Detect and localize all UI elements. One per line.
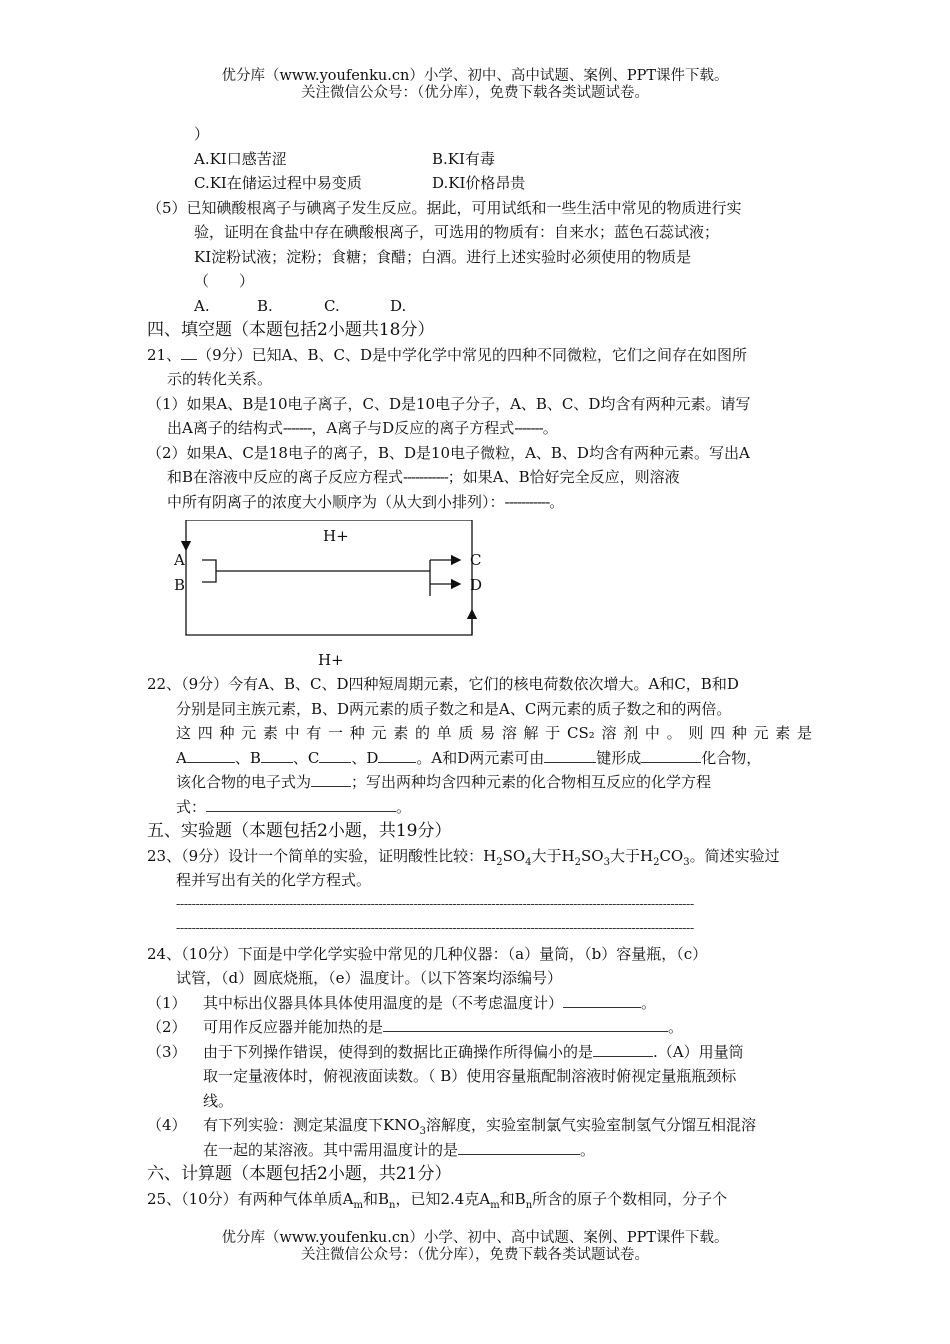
q23-sub-4: 3 [603, 856, 610, 868]
q23-text-g: 。简述实验过 [689, 846, 780, 865]
q25-text-e: 所含的原子个数相同，分子个 [532, 1189, 728, 1208]
q25-text-d: 和B [499, 1189, 526, 1208]
q24-item4-blank [458, 1142, 580, 1155]
q21-line1 [147, 343, 812, 368]
q21-score-blank [181, 347, 197, 360]
diagram-label-a: A [174, 551, 185, 569]
q21-line2: 示的转化关系。 [167, 370, 273, 388]
q22-d: 、D [351, 748, 379, 767]
diagram-label-c: C [470, 551, 482, 569]
q21-number: 21、 [147, 345, 182, 364]
q21-text: （9分）已知A、B、C、D是中学化学中常见的四种不同微粒，它们之间存在如图所 [197, 345, 747, 364]
q24-item1 [147, 991, 812, 1016]
q23-text-c: 大于H [531, 846, 575, 865]
q21-p1-answer-blank-1: ------- [282, 419, 312, 437]
q21-p1-text-c: 。 [542, 419, 558, 437]
q22-blank-compound [641, 750, 701, 763]
q20-part5-line1: （5）已知碘酸根离子与碘离子发生反应。据此，可用试纸和一些生活中常见的物质进行实 [147, 198, 742, 217]
q24-item3-line2: 取一定量液体时，俯视液面读数。（ B）使用容量瓶配制溶液时俯视定量瓶瓶颈标 [203, 1067, 737, 1085]
q20-option-a: A.KI口感苦涩 [194, 149, 287, 168]
conversion-diagram [160, 520, 500, 680]
q22-g: 化合物， [701, 748, 762, 767]
q24-item3-blank [593, 1044, 653, 1057]
q24-item4-line2 [147, 1138, 812, 1163]
q25-sub-n1: n [389, 1199, 396, 1211]
q20-options-row2 [147, 171, 812, 196]
choice-b: B. [257, 296, 273, 315]
section-6-title: 六、计算题（本题包括2小题，共21分） [147, 1164, 452, 1184]
q25-text-c: ，已知2.4克A [395, 1189, 491, 1208]
q24-line1: 24、（10分）下面是中学化学实验中常见的几种仪器：（a）量筒，（b）容量瓶，（c） [147, 944, 708, 963]
q22-line2: 分别是同主族元素，B、D两元素的质子数之和是A、C两元素的质子数之和的两倍。 [176, 699, 732, 718]
q22-line1: 22、（9分）今有A、B、C、D四种短周期元素，它们的核电荷数依次增大。A和C，B和D [147, 675, 739, 693]
q25-sub-m1: m [353, 1199, 363, 1211]
q20-part5-line4: （ ） [194, 272, 255, 290]
q24-item3-text1b: .（A）用量筒 [653, 1042, 744, 1061]
q24-item2-text: 可用作反应器并能加热的是 [203, 1018, 384, 1036]
q23-line1 [147, 844, 812, 869]
q22-blank-c [319, 750, 351, 763]
q22-blank-a [187, 750, 235, 763]
q22-b: 、B [234, 748, 261, 767]
q24-item1-num: （1） [147, 993, 187, 1012]
q24-item1-end: 。 [641, 993, 657, 1012]
q22-f: 键形成 [596, 748, 642, 767]
q21-p1-text-b: ，A离子与D反应的离子方程式 [311, 419, 515, 437]
header-line-2: 关注微信公众号：（优分库），免费下载各类试题试卷。 [301, 85, 649, 101]
q23-sub-6: 3 [683, 856, 690, 868]
footer-line-2: 关注微信公众号：（优分库），免费下载各类试题试卷。 [301, 1247, 649, 1263]
q24-item1-text: 其中标出仪器具体具体使用温度的是（不考虑温度计） [203, 993, 564, 1012]
q24-item3-line1 [147, 1040, 812, 1065]
q24-item3-line3: 线。 [203, 1091, 234, 1110]
q24-item4-text1a: 有下列实验：测定某温度下KNO [203, 1116, 420, 1134]
q21-part2-line3 [147, 490, 812, 515]
q21-p1-answer-blank-2: ------- [514, 419, 543, 437]
q21-p2-text-d: 。 [549, 492, 565, 511]
q23-text-b: SO [502, 846, 526, 865]
q24-item1-blank [563, 995, 641, 1008]
q23-text-e: 大于H [609, 846, 654, 865]
q24-line2: 试管，（d）圆底烧瓶，（e）温度计。（以下答案均添编号） [176, 969, 562, 987]
q25-sub-n2: n [525, 1199, 533, 1211]
q23-sub-1: 2 [496, 856, 503, 868]
q23-answer-line-1: ------------------------------------------------------------------------------------------------------------------------------------- [176, 896, 694, 912]
page-footer [0, 1230, 950, 1264]
q23-sub-3: 2 [574, 856, 582, 868]
q22-blank-equation [206, 799, 396, 812]
q22-text-6b: 。 [396, 797, 412, 816]
page-header [0, 68, 950, 102]
q22-text-5a: 该化合物的电子式为 [176, 773, 312, 791]
q24-item2-blank [383, 1019, 668, 1032]
header-line-1: 优分库（www.youfenku.cn）小学、初中、高中试题、案例、PPT课件下载。 [221, 68, 729, 84]
q24-item4-text1b: 溶解度，实验室制氯气实验室制氢气分馏互相混溶 [426, 1116, 757, 1134]
q21-part2-line2 [147, 465, 812, 490]
q20-choices [147, 294, 812, 319]
q25-text-a: 25、（10分）有两种气体单质A [147, 1189, 354, 1208]
footer-line-1: 优分库（www.youfenku.cn）小学、初中、高中试题、案例、PPT课件下载。 [221, 1230, 729, 1246]
section-4-title: 四、填空题（本题包括2小题共18分） [147, 320, 435, 340]
q20-part5-line3: KI淀粉试液；淀粉；食糖；食醋；白酒。进行上述实验时必须使用的物质是 [194, 247, 692, 266]
section-5-title: 五、实验题（本题包括2小题，共19分） [147, 821, 452, 841]
q22-blank-bond [544, 750, 596, 763]
choice-d: D. [390, 296, 407, 315]
q24-item2-num: （2） [147, 1018, 187, 1036]
q21-p2-answer-blank-2: ----------- [504, 492, 550, 511]
q24-item4-line1 [147, 1113, 812, 1138]
q20-option-c: C.KI在储运过程中易变质 [194, 174, 362, 192]
q23-sub-5: 2 [653, 856, 660, 868]
exam-content [147, 122, 812, 514]
q22-line3: 这四种元素中有一种元素的单质易溶解于CS₂溶剂中。则四种元素是 [176, 724, 812, 742]
q22-blank-d [378, 750, 416, 763]
exam-content-lower [147, 672, 812, 1211]
q24-item2-end: 。 [668, 1018, 684, 1036]
diagram-label-d: D [470, 576, 483, 594]
q21-part1-line1: （1）如果A、B是10电子离子，C、D是10电子分子，A、B、C、D均含有两种元素。请写 [147, 394, 751, 413]
q22-text-6a: 式： [176, 797, 207, 816]
q24-item4-text2a: 在一起的某溶液。其中需用温度计的是 [203, 1140, 459, 1159]
q21-p2-text-a: 和B在溶液中反应的离子反应方程式 [167, 468, 404, 486]
q22-blank-b [261, 750, 293, 763]
q22-c: 、C [292, 748, 320, 767]
diagram-label-bottom-h: H+ [318, 651, 344, 669]
q24-item4-text2b: 。 [580, 1140, 596, 1159]
q23-text-a: 23、（9分）设计一个简单的实验，证明酸性比较：H [147, 846, 497, 865]
q22-e: 。A和D两元素可由 [416, 748, 545, 767]
q25-text-b: 和B [363, 1189, 390, 1208]
choice-c: C. [324, 296, 340, 315]
q24-item3-text1: 由于下列操作错误，使得到的数据比正确操作所得偏小的是 [203, 1042, 594, 1061]
q22-line6 [147, 795, 812, 820]
q21-part1-line2 [147, 416, 812, 441]
diagram-label-top-h: H+ [323, 527, 349, 545]
q23-text-d: SO [581, 846, 604, 865]
q21-p1-text-a: 出A离子的结构式 [167, 419, 283, 437]
q24-item3-num: （3） [147, 1042, 187, 1061]
q20-part5-line2: 验，证明在食盐中存在碘酸根离子，可选用的物质有：自来水；蓝色石蕊试液； [194, 223, 720, 241]
q23-line2: 程并写出有关的化学方程式。 [176, 871, 372, 889]
q24-item4-num: （4） [147, 1116, 187, 1134]
choice-a: A. [194, 296, 210, 315]
q22-line4 [147, 746, 812, 771]
q20-close-paren: ） [194, 125, 210, 143]
q24-item2 [147, 1015, 812, 1040]
q23-answer-line-2: ------------------------------------------------------------------------------------------------------------------------------------- [176, 921, 694, 936]
q25-line1 [147, 1187, 812, 1212]
q20-option-d: D.KI价格昂贵 [432, 174, 526, 192]
q20-option-b: B.KI有毒 [432, 149, 495, 168]
q23-sub-2: 4 [525, 856, 532, 868]
q25-sub-m2: m [490, 1199, 500, 1211]
q21-part2-line1: （2）如果A、C是18电子的离子，B、D是10电子微粒，A、B、D均含有两种元素。写出A [147, 443, 750, 462]
q24-item4-sub: 3 [419, 1126, 427, 1137]
q22-text-5b: ；写出两种均含四种元素的化合物相互反应的化学方程 [351, 773, 712, 791]
q22-blank-electron [311, 774, 351, 787]
diagram-label-b: B [174, 576, 186, 594]
q20-options-row1 [147, 147, 812, 172]
q23-text-f: CO [659, 846, 684, 865]
q21-p2-text-c: 中所有阴离子的浓度大小顺序为（从大到小排列）： [167, 492, 505, 511]
q22-a: A [176, 748, 187, 767]
q21-p2-answer-blank-1: ----------- [403, 468, 448, 486]
q22-line5 [147, 770, 812, 795]
q21-p2-text-b: ；如果A、B恰好完全反应，则溶液 [447, 468, 680, 486]
